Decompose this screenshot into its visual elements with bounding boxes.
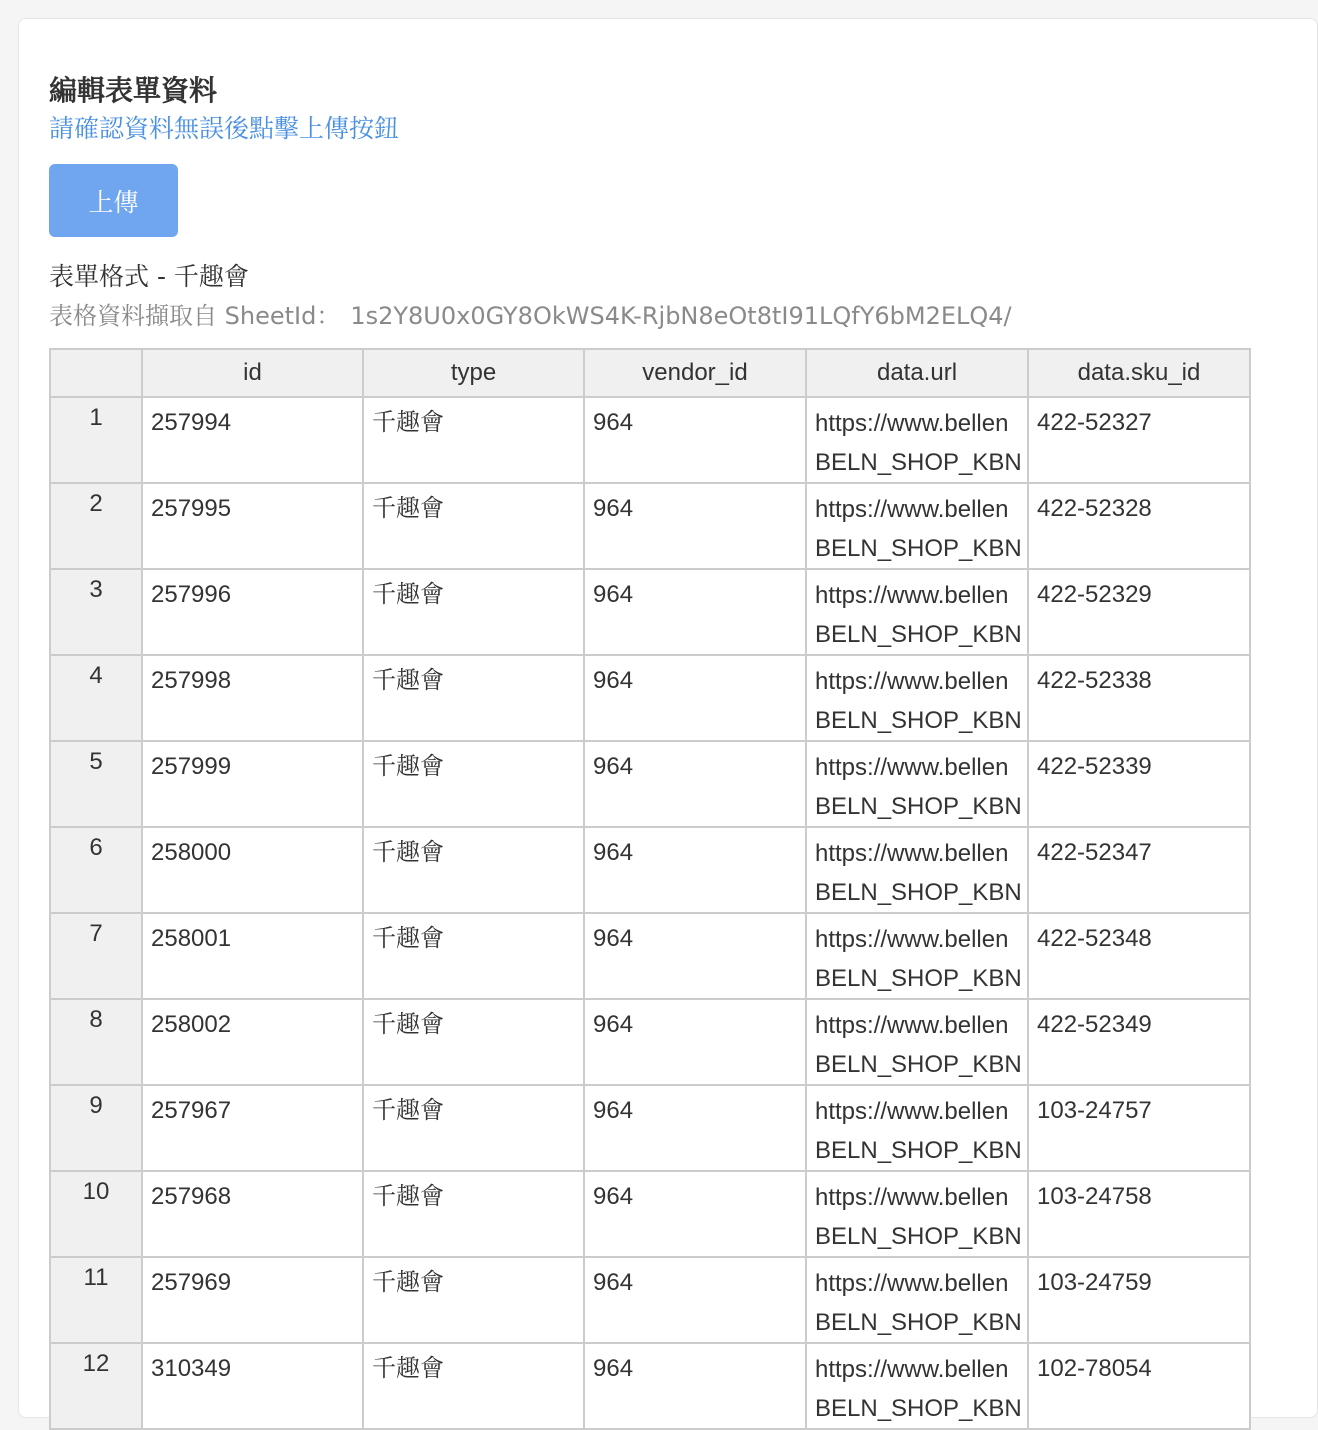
cell-id[interactable]: 257994	[142, 397, 363, 483]
column-header-id[interactable]: id	[142, 349, 363, 397]
cell-data-url[interactable]	[806, 999, 1028, 1085]
table-row	[50, 1085, 1250, 1171]
cell-data-sku-id[interactable]: 422-52329	[1028, 569, 1250, 655]
cell-id[interactable]: 258000	[142, 827, 363, 913]
cell-vendor-id[interactable]: 964	[584, 1343, 806, 1429]
row-number[interactable]: 8	[50, 999, 142, 1085]
cell-data-sku-id[interactable]: 102-78054	[1028, 1343, 1250, 1429]
column-header-type[interactable]: type	[363, 349, 584, 397]
cell-data-sku-id[interactable]: 422-52327	[1028, 397, 1250, 483]
grid-header-row	[50, 349, 1250, 397]
row-number[interactable]: 11	[50, 1257, 142, 1343]
column-header-rownum	[50, 349, 142, 397]
url-line: https://www.bellen	[815, 1356, 1009, 1383]
row-number[interactable]: 5	[50, 741, 142, 827]
cell-id[interactable]: 257996	[142, 569, 363, 655]
page-subtitle: 請確認資料無誤後點擊上傳按鈕	[49, 114, 400, 143]
sheet-id-value: 1s2Y8U0x0GY8OkWS4K-RjbN8eOt8tI91LQfY6bM2ELQ4/	[350, 302, 1012, 330]
cell-data-url[interactable]	[806, 1085, 1028, 1171]
url-line: https://www.bellen	[815, 668, 1009, 695]
url-line: BELN_SHOP_KBN	[815, 879, 1022, 906]
cell-id[interactable]: 258002	[142, 999, 363, 1085]
cell-type[interactable]: 千趣會	[363, 1085, 584, 1171]
data-grid-container	[49, 348, 1249, 1422]
sheet-source-label: 表格資料擷取自 SheetId：	[49, 302, 341, 330]
cell-data-url[interactable]	[806, 483, 1028, 569]
grid-body	[50, 397, 1250, 1429]
cell-vendor-id[interactable]: 964	[584, 483, 806, 569]
cell-vendor-id[interactable]: 964	[584, 913, 806, 999]
cell-data-url[interactable]	[806, 827, 1028, 913]
cell-data-sku-id[interactable]: 103-24757	[1028, 1085, 1250, 1171]
cell-data-url[interactable]	[806, 1343, 1028, 1429]
table-row	[50, 655, 1250, 741]
row-number[interactable]: 6	[50, 827, 142, 913]
column-header-data-url[interactable]: data.url	[806, 349, 1028, 397]
url-line: BELN_SHOP_KBN	[815, 1051, 1022, 1078]
cell-vendor-id[interactable]: 964	[584, 1171, 806, 1257]
table-row	[50, 827, 1250, 913]
cell-data-sku-id[interactable]: 422-52338	[1028, 655, 1250, 741]
cell-data-sku-id[interactable]: 103-24758	[1028, 1171, 1250, 1257]
edit-form-card	[18, 18, 1318, 1422]
data-grid	[49, 348, 1251, 1430]
url-line: BELN_SHOP_KBN	[815, 1137, 1022, 1164]
cell-type[interactable]: 千趣會	[363, 999, 584, 1085]
cell-type[interactable]: 千趣會	[363, 569, 584, 655]
cell-id[interactable]: 310349	[142, 1343, 363, 1429]
cell-data-url[interactable]	[806, 655, 1028, 741]
cell-vendor-id[interactable]: 964	[584, 397, 806, 483]
cell-id[interactable]: 257998	[142, 655, 363, 741]
cell-data-url[interactable]	[806, 569, 1028, 655]
cell-type[interactable]: 千趣會	[363, 741, 584, 827]
table-row	[50, 999, 1250, 1085]
cell-data-sku-id[interactable]: 103-24759	[1028, 1257, 1250, 1343]
url-line: BELN_SHOP_KBN	[815, 965, 1022, 992]
cell-type[interactable]: 千趣會	[363, 1171, 584, 1257]
cell-vendor-id[interactable]: 964	[584, 655, 806, 741]
url-line: BELN_SHOP_KBN	[815, 707, 1022, 734]
url-line: BELN_SHOP_KBN	[815, 449, 1022, 476]
row-number[interactable]: 4	[50, 655, 142, 741]
url-line: https://www.bellen	[815, 1098, 1009, 1125]
cell-data-url[interactable]	[806, 1257, 1028, 1343]
cell-id[interactable]: 257999	[142, 741, 363, 827]
form-format-label: 表單格式 - 千趣會	[49, 262, 249, 291]
url-line: BELN_SHOP_KBN	[815, 1395, 1022, 1422]
url-line: https://www.bellen	[815, 410, 1009, 437]
cell-vendor-id[interactable]: 964	[584, 827, 806, 913]
cell-data-sku-id[interactable]: 422-52349	[1028, 999, 1250, 1085]
url-line: https://www.bellen	[815, 496, 1009, 523]
url-line: BELN_SHOP_KBN	[815, 1223, 1022, 1250]
cell-type[interactable]: 千趣會	[363, 1343, 584, 1429]
cell-id[interactable]: 257967	[142, 1085, 363, 1171]
cell-data-url[interactable]	[806, 913, 1028, 999]
cell-data-url[interactable]	[806, 1171, 1028, 1257]
cell-data-url[interactable]	[806, 397, 1028, 483]
url-line: https://www.bellen	[815, 926, 1009, 953]
cell-type[interactable]: 千趣會	[363, 397, 584, 483]
url-line: https://www.bellen	[815, 1012, 1009, 1039]
cell-data-sku-id[interactable]: 422-52348	[1028, 913, 1250, 999]
row-number[interactable]: 1	[50, 397, 142, 483]
cell-type[interactable]: 千趣會	[363, 655, 584, 741]
cell-vendor-id[interactable]: 964	[584, 1257, 806, 1343]
column-header-data-sku-id[interactable]: data.sku_id	[1028, 349, 1250, 397]
table-row	[50, 913, 1250, 999]
url-line: https://www.bellen	[815, 1184, 1009, 1211]
url-line: BELN_SHOP_KBN	[815, 535, 1022, 562]
row-number[interactable]: 10	[50, 1171, 142, 1257]
cell-type[interactable]: 千趣會	[363, 483, 584, 569]
url-line: https://www.bellen	[815, 582, 1009, 609]
cell-data-url[interactable]	[806, 741, 1028, 827]
cell-data-sku-id[interactable]: 422-52328	[1028, 483, 1250, 569]
cell-type[interactable]: 千趣會	[363, 827, 584, 913]
cell-id[interactable]: 257969	[142, 1257, 363, 1343]
cell-data-sku-id[interactable]: 422-52339	[1028, 741, 1250, 827]
row-number[interactable]: 3	[50, 569, 142, 655]
page-title: 編輯表單資料	[49, 74, 218, 107]
url-line: BELN_SHOP_KBN	[815, 621, 1022, 648]
table-row	[50, 569, 1250, 655]
cell-vendor-id[interactable]: 964	[584, 569, 806, 655]
table-row	[50, 741, 1250, 827]
column-header-vendor-id[interactable]: vendor_id	[584, 349, 806, 397]
table-row	[50, 1343, 1250, 1429]
cell-id[interactable]: 257995	[142, 483, 363, 569]
row-number[interactable]: 7	[50, 913, 142, 999]
cell-type[interactable]: 千趣會	[363, 913, 584, 999]
cell-vendor-id[interactable]: 964	[584, 1085, 806, 1171]
url-line: BELN_SHOP_KBN	[815, 793, 1022, 820]
table-row	[50, 483, 1250, 569]
url-line: https://www.bellen	[815, 754, 1009, 781]
url-line: https://www.bellen	[815, 1270, 1009, 1297]
cell-id[interactable]: 257968	[142, 1171, 363, 1257]
table-row	[50, 1257, 1250, 1343]
table-row	[50, 397, 1250, 483]
sheet-source-line	[49, 296, 1012, 331]
table-row	[50, 1171, 1250, 1257]
url-line: BELN_SHOP_KBN	[815, 1309, 1022, 1336]
cell-vendor-id[interactable]: 964	[584, 741, 806, 827]
row-number[interactable]: 9	[50, 1085, 142, 1171]
url-line: https://www.bellen	[815, 840, 1009, 867]
cell-data-sku-id[interactable]: 422-52347	[1028, 827, 1250, 913]
row-number[interactable]: 2	[50, 483, 142, 569]
row-number[interactable]: 12	[50, 1343, 142, 1429]
upload-button[interactable]: 上傳	[49, 164, 178, 237]
cell-id[interactable]: 258001	[142, 913, 363, 999]
cell-type[interactable]: 千趣會	[363, 1257, 584, 1343]
cell-vendor-id[interactable]: 964	[584, 999, 806, 1085]
